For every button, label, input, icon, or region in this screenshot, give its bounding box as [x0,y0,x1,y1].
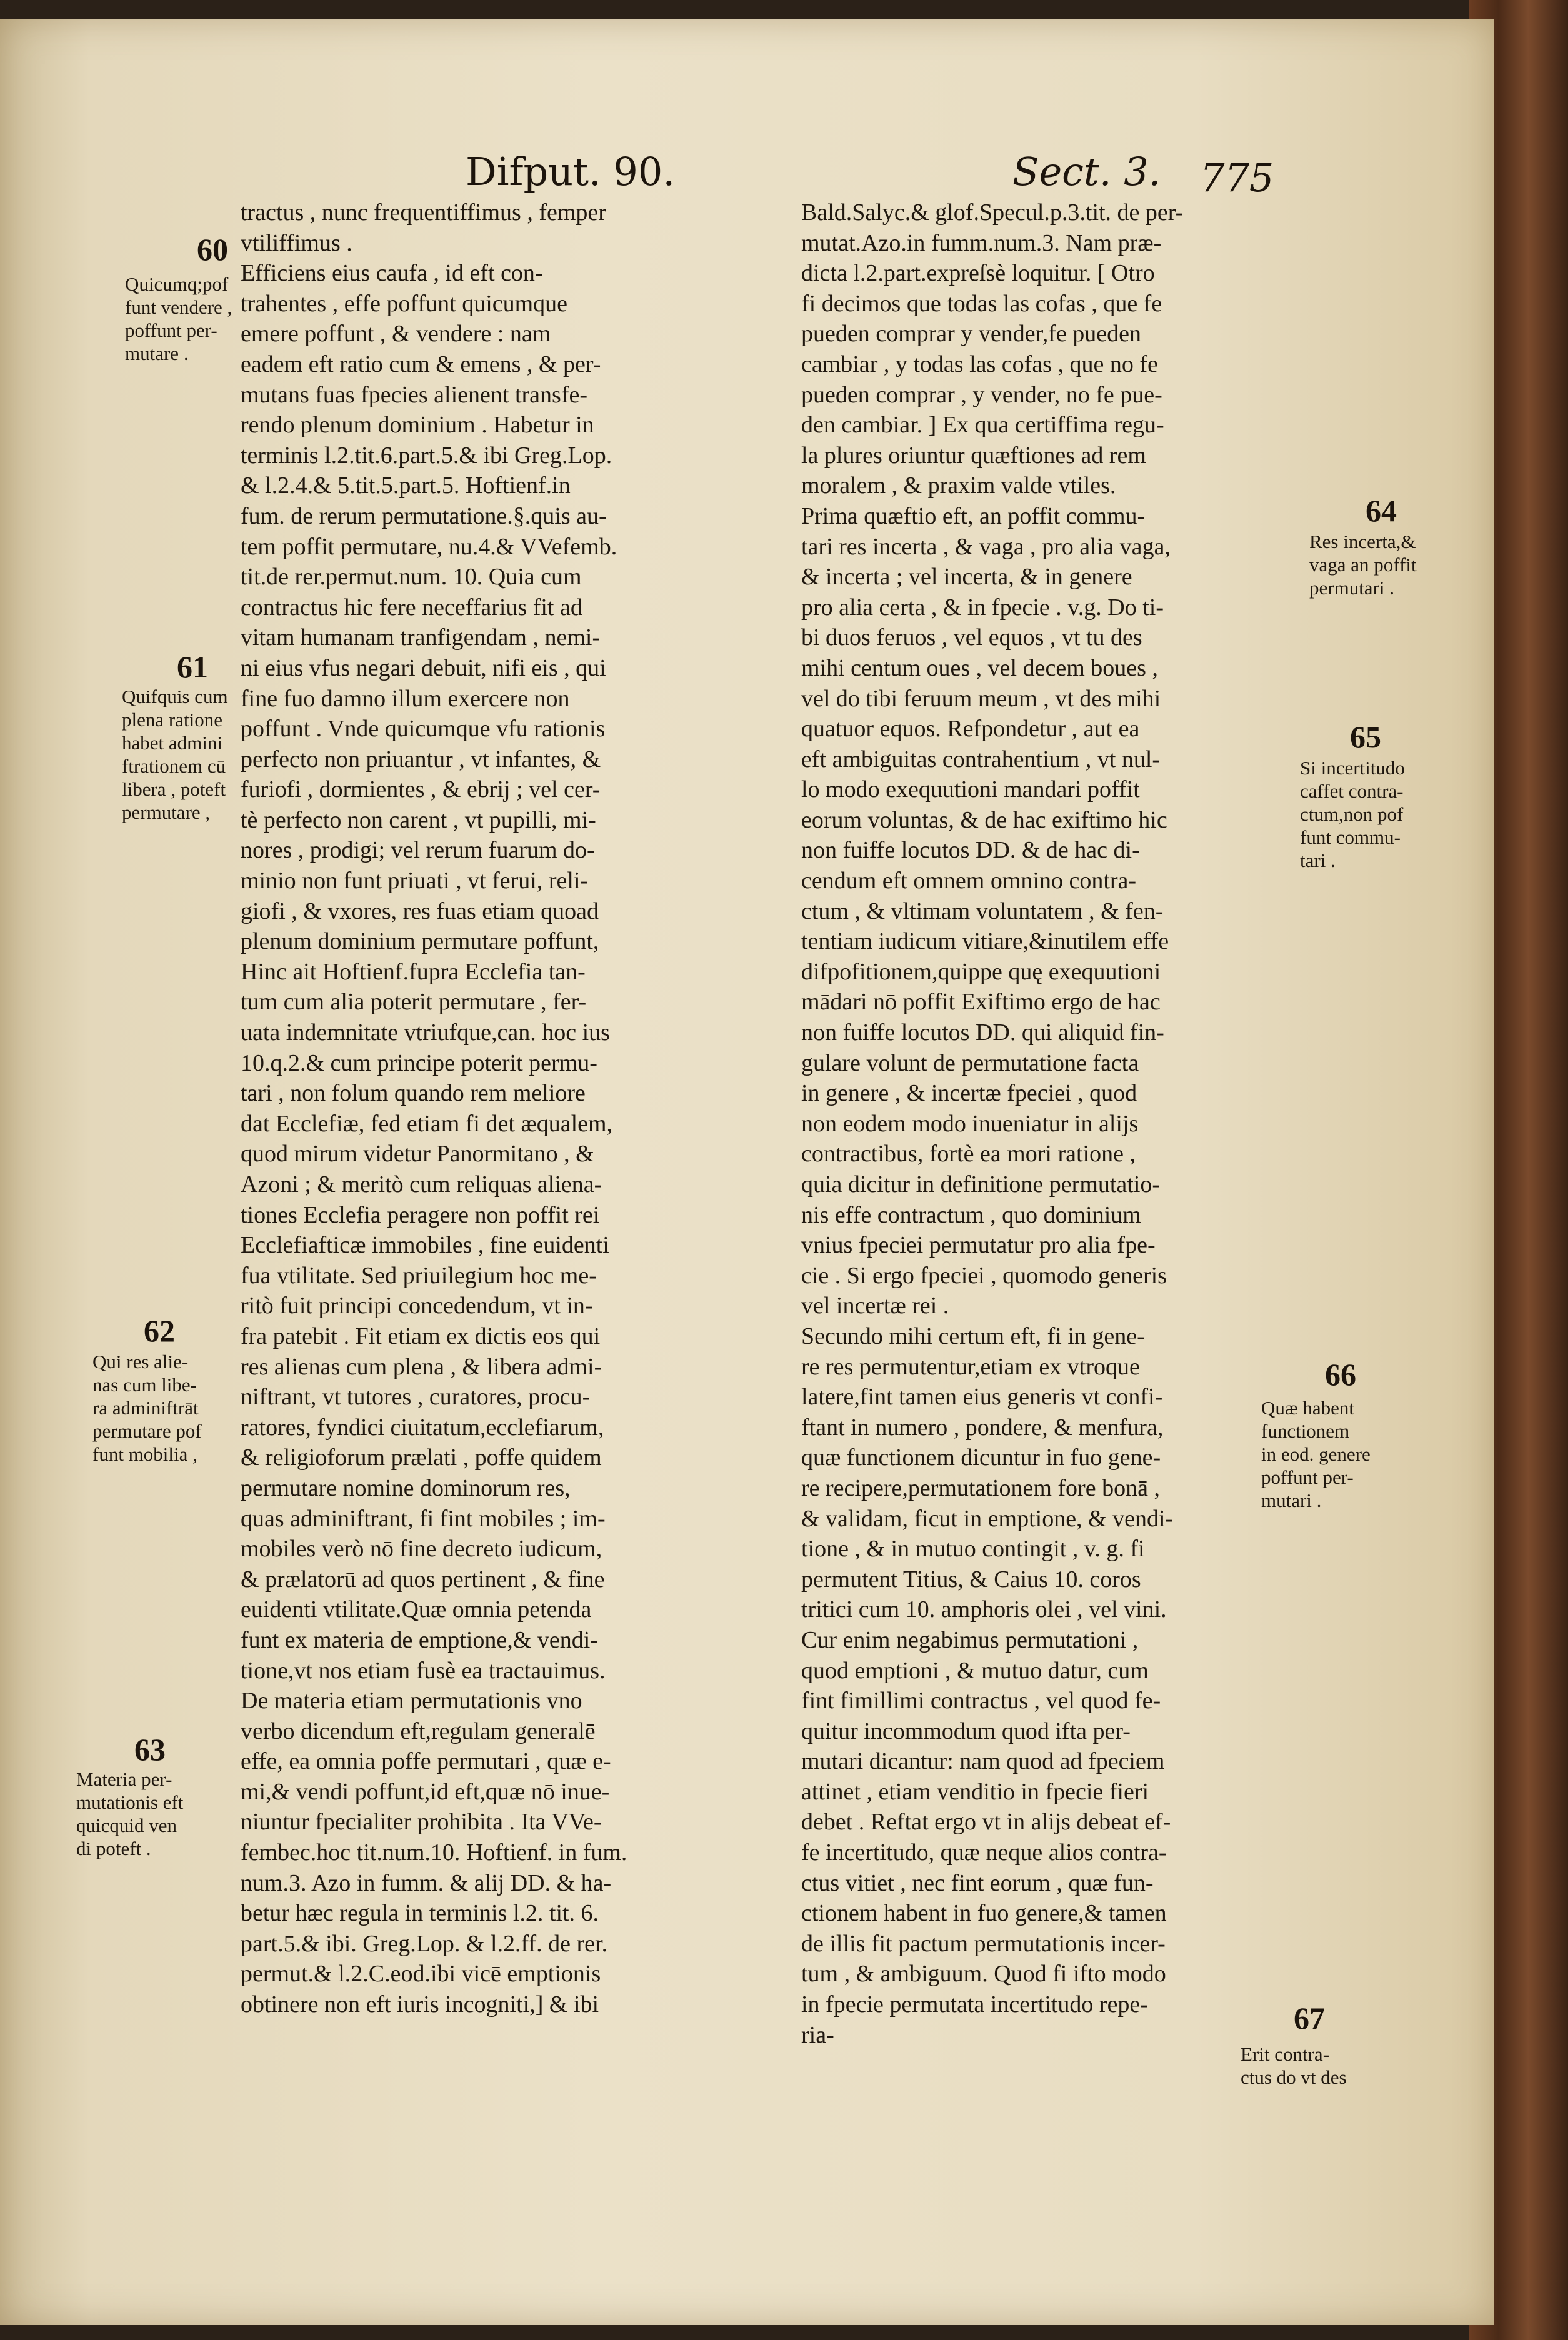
text-line: emere poffunt , & vendere : nam [241,321,551,348]
text-line: betur hæc regula in terminis l.2. tit. 6. [241,1900,599,1927]
text-line: permut.& l.2.C.eod.ibi vicē emptionis [241,1961,601,1988]
text-line: & incerta ; vel incerta, & in genere [801,564,1132,591]
text-line: quæ functionem dicuntur in fuo gene- [801,1444,1161,1471]
text-line: quitur incommodum quod ifta per- [801,1718,1131,1744]
text-line: poffunt . Vnde quicumque vfu rationis [241,716,606,742]
text-line: vitam humanam tranfigendam , nemi- [241,624,601,651]
text-line: fua vtilitate. Sed priuilegium hoc me- [241,1262,597,1289]
text-line: tractus , nunc frequentiffimus , femper [241,199,606,226]
text-line: mihi centum oues , vel decem boues , [801,654,1158,681]
text-line: eorum voluntas, & de hac exiftimo hic [801,806,1167,833]
text-line: latere,fint tamen eius generis vt confi- [801,1384,1163,1411]
text-line: gulare volunt de permutatione facta [801,1049,1139,1076]
text-line: tione,vt nos etiam fusè ea tractauimus. [241,1657,606,1684]
text-line: euidenti vtilitate.Quæ omnia petenda [241,1596,592,1623]
margin-note-62: Qui res alie- nas cum libe- ra adminiftrāt permutare pof funt mobilia , [92,1351,202,1465]
text-line: tentiam iudicum vitiare,&inutilem effe [801,928,1169,955]
right-text-column [801,198,1339,2050]
text-line: Ecclefiafticæ immobiles , fine euidenti [241,1232,609,1259]
text-line: re res permutentur,etiam ex vtroque [801,1353,1140,1380]
text-line: pro alia certa , & in fpecie . v.g. Do ti- [801,594,1164,621]
margin-number-67: 67 [1294,2001,1325,2036]
text-line: ratores, fyndici ciuitatum,ecclefiarum, [241,1414,604,1441]
text-line: num.3. Azo in fumm. & alij DD. & ha- [241,1869,612,1896]
text-line: ctus vitiet , nec fint eorum , quæ fun- [801,1869,1154,1896]
margin-note-61: Quifquis cum plena ratione habet admini ftrationem cū libera , poteft permutare , [122,686,228,823]
text-line: non fuiffe locutos DD. qui aliquid fin- [801,1019,1164,1046]
text-line: mutans fuas fpecies alienent transfe- [241,381,587,408]
text-line: tione , & in mutuo contingit , v. g. fi [801,1536,1145,1562]
text-line: de illis fit pactum permutationis incer- [801,1930,1166,1957]
text-line: De materia etiam permutationis vno [241,1688,582,1714]
text-line: tum cum alia poterit permutare , fer- [241,989,587,1016]
text-line: mutat.Azo.in fumm.num.3. Nam præ- [801,229,1162,256]
margin-number-66: 66 [1325,1357,1356,1392]
text-line: giofi , & vxores, res fuas etiam quoad [241,898,599,924]
text-line: quatuor equos. Refpondetur , aut ea [801,716,1140,742]
text-line: minio non funt priuati , vt ferui, reli- [241,868,589,894]
text-line: tari res incerta , & vaga , pro alia vaga, [801,533,1171,560]
text-line: pueden comprar , y vender, no fe pue- [801,381,1162,408]
text-line: quod emptioni , & mutuo datur, cum [801,1657,1149,1684]
text-line: ria- [801,2021,834,2048]
text-line: contractibus, fortè ea mori ratione , [801,1141,1136,1168]
margin-note-60: Quicumq;pof funt vendere , poffunt per- mutare . [125,273,232,364]
running-head-right: Sect. 3. [1012,149,1161,194]
text-line: fembec.hoc tit.num.10. Hoftienf. in fum. [241,1839,627,1866]
text-line: attinet , etiam venditio in fpecie fieri [801,1778,1149,1805]
text-line: res alienas cum plena , & libera admi- [241,1353,602,1380]
text-line: vtiliffimus . [241,229,352,256]
text-line: tum , & ambiguum. Quod fi ifto modo [801,1961,1166,1988]
margin-number-60: 60 [197,232,228,267]
margin-note-63: Materia per- mutationis eft quicquid ven di poteft . [76,1768,184,1859]
text-line: obtinere non eft iuris incogniti,] & ibi [241,1991,599,2018]
margin-number-62: 62 [144,1313,175,1348]
text-line: rendo plenum dominium . Habetur in [241,412,594,439]
page-number: 775 [1200,155,1274,201]
text-line: funt ex materia de emptione,& vendi- [241,1626,598,1653]
text-line: non fuiffe locutos DD. & de hac di- [801,837,1140,864]
margin-note-65: Si incertitudo caffet contra- ctum,non pof funt commu- tari . [1300,757,1405,871]
text-line: & validam, ficut in emptione, & vendi- [801,1505,1174,1532]
text-line: verbo dicendum eft,regulam generalē [241,1718,596,1744]
text-line: mādari nō poffit Exiftimo ergo de hac [801,989,1161,1016]
text-line: bi duos feruos , vel equos , vt tu des [801,624,1142,651]
text-line: tari , non folum quando rem meliore [241,1080,586,1107]
text-line: fe incertitudo, quæ neque alios contra- [801,1839,1167,1866]
text-line: non eodem modo inueniatur in alijs [801,1110,1139,1137]
text-line: nis effe contractum , quo dominium [801,1201,1141,1228]
text-line: eadem eft ratio cum & emens , & per- [241,351,601,378]
text-line: quas adminiftrant, fi fint mobiles ; im- [241,1505,606,1532]
text-line: vel incertæ rei . [801,1292,949,1319]
text-line: contractus hic fere neceffarius fit ad [241,594,582,621]
text-line: fra patebit . Fit etiam ex dictis eos qui [241,1322,601,1349]
text-line: terminis l.2.tit.6.part.5.& ibi Greg.Lop. [241,442,612,469]
text-line: tit.de rer.permut.num. 10. Quia cum [241,564,582,591]
text-line: ni eius vfus negari debuit, nifi eis , qui [241,654,606,681]
text-line: Azoni ; & meritò cum reliquas aliena- [241,1171,602,1198]
text-line: trahentes , effe poffunt quicumque [241,290,568,317]
text-line: tem poffit permutare, nu.4.& VVefemb. [241,533,617,560]
text-line: ctum , & vltimam voluntatem , & fen- [801,898,1164,924]
text-line: vnius fpeciei permutatur pro alia fpe- [801,1232,1156,1259]
text-line: perfecto non priuantur , vt infantes, & [241,746,601,772]
text-line: fine fuo damno illum exercere non [241,685,570,712]
text-line: part.5.& ibi. Greg.Lop. & l.2.ff. de rer. [241,1930,608,1957]
text-line: ctionem habent in fuo genere,& tamen [801,1900,1167,1927]
text-line: tè perfecto non carent , vt pupilli, mi- [241,806,596,833]
text-line: permutent Titius, & Caius 10. coros [801,1566,1141,1592]
margin-note-64: Res incerta,& vaga an poffit permutari . [1309,531,1417,599]
text-line: eft ambiguitas contrahentium , vt nul- [801,746,1161,772]
text-line: moralem , & praxim valde vtiles. [801,472,1116,499]
text-line: niftrant, vt tutores , curatores, procu- [241,1384,591,1411]
text-line: furiofi , dormientes , & ebrij ; vel cer- [241,776,601,803]
text-line: 10.q.2.& cum principe poterit permu- [241,1049,597,1076]
text-line: nores , prodigi; vel rerum fuarum do- [241,837,595,864]
text-line: mi,& vendi poffunt,id eft,quæ nō inue- [241,1778,610,1805]
text-line: fi decimos que todas las cofas , que fe [801,290,1162,317]
text-line: fum. de rerum permutatione.§.quis au- [241,502,607,529]
text-line: Efficiens eius caufa , id eft con- [241,260,543,287]
running-head-left: Difput. 90. [466,149,676,194]
text-line: cambiar , y todas las cofas , que no fe [801,351,1158,378]
text-line: lo modo exequutioni mandari poffit [801,776,1140,803]
text-line: cendum eft omnem omnino contra- [801,868,1137,894]
text-line: re recipere,permutationem fore bonā , [801,1474,1160,1501]
text-line: Hinc ait Hoftienf.fupra Ecclefia tan- [241,958,586,985]
text-line: den cambiar. ] Ex qua certiffima regu- [801,412,1164,439]
text-line: Bald.Salyc.& glof.Specul.p.3.tit. de per- [801,199,1184,226]
text-line: in genere , & incertæ fpeciei , quod [801,1080,1137,1107]
text-line: la plures oriuntur quæftiones ad rem [801,442,1146,469]
text-line: pueden comprar y vender,fe pueden [801,321,1141,348]
text-line: tritici cum 10. amphoris olei , vel vini. [801,1596,1167,1623]
text-line: niuntur fpecialiter prohibita . Ita VVe- [241,1809,602,1836]
margin-number-64: 64 [1366,493,1397,528]
text-line: dicta l.2.part.expreſsè loquitur. [ Otro [801,260,1155,287]
text-line: vel do tibi feruum meum , vt des mihi [801,685,1161,712]
text-line: tiones Ecclefia peragere non poffit rei [241,1201,600,1228]
text-line: mobiles verò nō fine decreto iudicum, [241,1536,602,1562]
text-line: & prælatorū ad quos pertinent , & fine [241,1566,605,1592]
text-line: dat Ecclefiæ, fed etiam fi det æqualem, [241,1110,613,1137]
text-line: effe, ea omnia poffe permutari , quæ e- [241,1748,611,1775]
text-line: Prima quæftio eft, an poffit commu- [801,502,1146,529]
margin-number-65: 65 [1350,719,1381,754]
margin-number-61: 61 [177,649,208,684]
text-line: in fpecie permutata incertitudo repe- [801,1991,1148,2018]
text-line: permutare nomine dominorum res, [241,1474,571,1501]
text-line: cie . Si ergo fpeciei , quomodo generis [801,1262,1167,1289]
margin-number-63: 63 [134,1732,166,1767]
text-line: uata indemnitate vtriufque,can. hoc ius [241,1019,610,1046]
text-line: debet . Reftat ergo vt in alijs debeat ef- [801,1809,1171,1836]
text-line: quod mirum videtur Panormitano , & [241,1141,594,1168]
margin-note-67: Erit contra- ctus do vt des [1241,2043,1347,2088]
text-line: Secundo mihi certum eft, fi in gene- [801,1322,1145,1349]
text-line: difpofitionem,quippe quę exequutioni [801,958,1161,985]
margin-note-66: Quæ habent functionem in eod. genere poffunt per- mutari . [1261,1397,1371,1511]
text-line: quia dicitur in definitione permutatio- [801,1171,1161,1198]
left-text-column [241,198,803,2020]
text-line: ritò fuit principi concedendum, vt in- [241,1292,593,1319]
text-line: ftant in numero , pondere, & menfura, [801,1414,1164,1441]
text-line: fint fimillimi contractus , vel quod fe- [801,1688,1161,1714]
text-line: Cur enim negabimus permutationi , [801,1626,1139,1653]
text-line: mutari dicantur: nam quod ad fpeciem [801,1748,1165,1775]
text-line: & religioforum prælati , poffe quidem [241,1444,602,1471]
text-line: plenum dominium permutare poffunt, [241,928,599,955]
text-line: & l.2.4.& 5.tit.5.part.5. Hoftienf.in [241,472,571,499]
